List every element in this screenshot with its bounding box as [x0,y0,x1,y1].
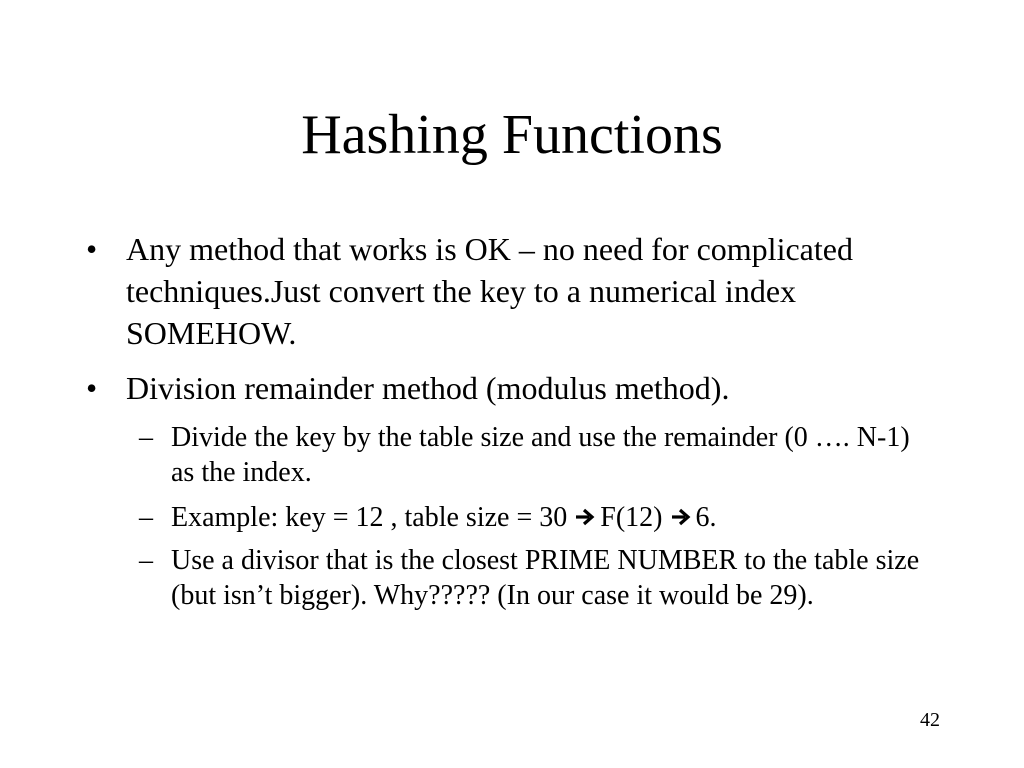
sub-bullet-divide-key [139,420,931,490]
right-arrow-icon [670,506,692,528]
bullet-text: Any method that works is OK – no need for complicated techniques.Just convert the key to a numerical index SOMEHOW. [126,231,853,351]
sub-bullet-marker: – [139,422,153,453]
page-number: 42 [920,709,940,731]
bullet-any-method [86,228,916,354]
right-arrow-icon [574,506,596,528]
sub-bullet-marker: – [139,545,153,576]
sub-bullet-text: Divide the key by the table size and use the remainder (0 …. N-1) as the index. [171,422,910,488]
example-text-part: F(12) [600,502,670,533]
bullet-text: Division remainder method (modulus method). [126,370,730,406]
example-text-part: 6. [695,502,717,533]
sub-bullet-marker: – [139,502,153,533]
bullet-marker: • [86,231,98,267]
sub-bullet-example [139,500,931,535]
sub-bullet-text: Use a divisor that is the closest PRIME NUMBER to the table size (but isn’t bigger). Why????? (In our case it would be 29). [171,545,920,611]
bullet-marker: • [86,370,98,406]
slide-title: Hashing Functions [301,104,723,166]
bullet-division-remainder [86,367,916,409]
example-text-part: Example: key = 12 , table size = 30 [171,502,575,533]
sub-bullet-prime-divisor [139,543,931,613]
